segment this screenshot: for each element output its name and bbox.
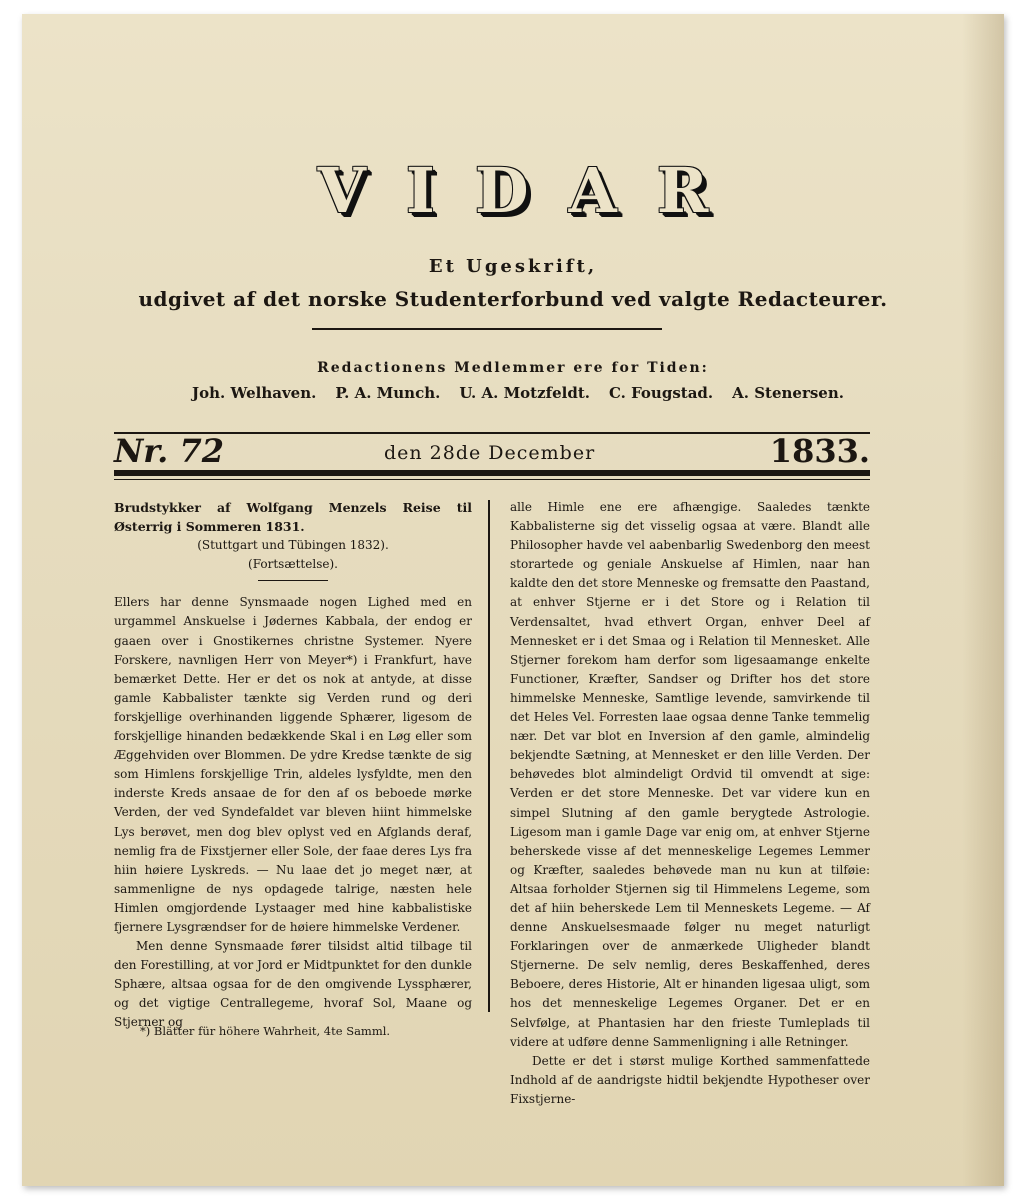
article-source: (Stuttgart und Tübingen 1832). [197, 538, 389, 553]
article-divider [258, 580, 328, 581]
editor-name: C. Fougstad. [608, 384, 714, 402]
column-separator [488, 500, 490, 1012]
editor-name: Joh. Welhaven. [192, 384, 317, 402]
issue-date: den 28de December [384, 442, 596, 464]
paragraph: Dette er det i størst mulige Korthed sammenfattede Indhold af de aandrigste hidtil bekjendte Hypotheser over Fixstjerne- [510, 1053, 870, 1106]
issue-rule-thick [114, 470, 870, 476]
editor-name: A. Stenersen. [732, 384, 844, 402]
issue-year: 1833. [769, 432, 870, 470]
editor-name: P. A. Munch. [335, 384, 441, 402]
paragraph: Ellers har denne Synsmaade nogen Lighed med en urgammel Anskuelse i Jødernes Kabbala, der endog er gaaen over i Gnostikernes christne Systemer. Nyere Forskere, navnligen Herr von Meyer*) i Frankfurt, have bemærket Dette. Her er det os nok at antyde, at disse gamle Kabbalister tænkte sig Verden rund og deri forskjellige overhinanden liggende Sphærer, ligesom de forskjellige hinanden bedækkende Skal i en Løg eller som Æggehviden over Blommen. De ydre Kredse tænkte de sig som Himlens forskjellige Trin, aldeles lysfyldte, men den inderste Kreds ansaae de for den af os beboede mørke Verden, der ved Syndefaldet var bleven hiint himmelske Lys berøvet, men dog blev oplyst ved en Afglands deraf, nemlig fra de Fixstjerner eller Sole, der faae deres Lys fra hiin høiere Lyskreds. — Nu laae det jo meget nær, at sammenligne de nys opdagede talrige, næsten hele Himlen omgjordende Lystaager med hine kabbalistiske fjernere Lysgrændser for de høiere himmelske Verdener. [114, 595, 472, 934]
editor-name: U. A. Motzfeldt. [459, 384, 590, 402]
newspaper-page [22, 14, 1004, 1186]
column-right [510, 498, 870, 1109]
masthead-subtitle: Et Ugeskrift, [428, 256, 598, 277]
issue-number: Nr. 72 [114, 432, 224, 470]
footnote: *) Blätter für höhere Wahrheit, 4te Samml. [140, 1024, 391, 1038]
article-title: Brudstykker af Wolfgang Menzels Reise til Østerrig i Sommeren 1831. [114, 500, 472, 535]
masthead-title: VIDAR [317, 154, 749, 227]
article-continuation: (Fortsættelse). [248, 557, 338, 572]
paragraph: Men denne Synsmaade fører tilsidst altid tilbage til den Forestilling, at vor Jord er Midtpunktet for den dunkle Sphære, altsaa ogsaa for de den omgivende Lyssphærer, og det vigtige Centrallegeme, hvoraf Sol, Maane og Stjerner og [114, 939, 472, 1030]
editors-heading: Redactionens Medlemmer ere for Tiden: [317, 360, 709, 376]
masthead-divider [312, 328, 662, 330]
paragraph: alle Himle ene ere afhængige. Saaledes tænkte Kabbalisterne sig det visselig ogsaa at være. Blandt alle Philosopher havde vel aabenbarlig Swedenborg den meest storartede og geniale Anskuelse af Himlen, naar han kaldte den det store Menneske og fremsatte den Paastand, at enhver Stjerne er i det Store og i Relation til Verdensaltet, hvad ethvert Organ, enhver Deel af Mennesket er i det Smaa og i Relation til Mennesket. Alle Stjerner forekom ham derfor som ligesaamange enkelte Functioner, Kræfter, Sandser og Drifter hos det store himmelske Menneske, Samtlige levende, samvirkende til det Heles Vel. Forresten laae ogsaa denne Tanke temmelig nær. Det var blot en Inversion af den gamle, almindelig bekjendte Sætning, at Mennesket er den lille Verden. Der behøvedes blot almindeligt Ordvid til omvendt at sige: Verden er det store Menneske. Det var videre kun en simpel Slutning af den gamle berygtede Astrologie. Ligesom man i gamle Dage var enig om, at enhver Stjerne beherskede visse af det menneskelige Legemes Lemmer og Kræfter, saaledes behøvede man nu kun at tilføie: Altsaa forholder Stjernen sig til Himmelens Legeme, som det af hiin beherskede Lem til Menneskets Legeme. — Af denne Anskuelsesmaade følger nu meget naturligt Forklaringen over de anmærkede Uligheder blandt Stjernerne. De selv nemlig, deres Beskaffenhed, deres Beboere, deres Historie, Alt er hinanden ligesaa uligt, som hos det menneskelige Legemes Organer. Det er en Selvfølge, at Phantasien har den frieste Tumleplads til videre at udføre denne Sammenligning i alle Retninger. [510, 500, 870, 1049]
column-left [114, 498, 472, 1033]
publisher-line: udgivet af det norske Studenterforbund ved valgte Redacteurer. [138, 287, 888, 311]
issue-rule-thin [114, 479, 870, 480]
issue-line [114, 434, 870, 470]
editors-list [192, 384, 844, 402]
